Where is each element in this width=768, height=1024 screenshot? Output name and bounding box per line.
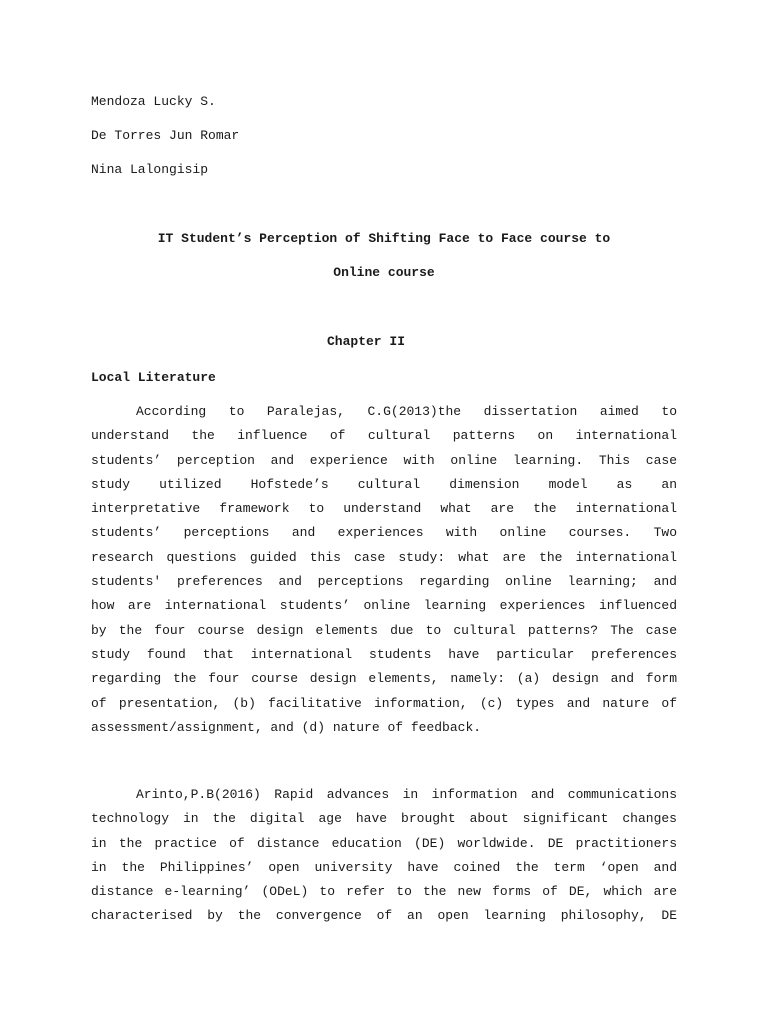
paragraph-line: technology in the digital age have brought about significant changes — [91, 811, 677, 827]
paragraph-line: understand the influence of cultural patterns on international — [91, 428, 677, 444]
chapter-heading: Chapter II — [326, 334, 405, 349]
paragraph-line: According to Paralejas, C.G(2013)the dissertation aimed to — [136, 404, 677, 419]
paragraph-line: in the practice of distance education (DE) worldwide. DE practitioners — [91, 835, 677, 851]
paragraph-line: how are international students’ online learning experiences influenced — [91, 598, 677, 614]
paper-title-line: IT Student’s Perception of Shifting Face to Face course to — [157, 231, 611, 246]
paragraph-line: characterised by the convergence of an open learning philosophy, DE — [91, 908, 677, 924]
paragraph-line: research questions guided this case study: what are the international — [91, 549, 677, 565]
paragraph-line: students' preferences and perceptions regarding online learning; and — [91, 574, 677, 590]
paragraph-line: in the Philippines’ open university have coined the term ‘open and — [91, 859, 677, 875]
paragraph-line: study found that international students have particular preferences — [91, 646, 677, 662]
section-heading: Local Literature — [91, 370, 216, 385]
paragraph-line: by the four course design elements due to cultural patterns? The case — [91, 622, 677, 638]
paragraph-line: students’ perception and experience with online learning. This case — [91, 452, 677, 468]
paragraph-line: interpretative framework to understand what are the international — [91, 501, 677, 517]
body-paragraph — [91, 786, 677, 932]
paragraph-line: distance e-learning’ (ODeL) to refer to the new forms of DE, which are — [91, 884, 677, 900]
paper-title-line: Online course — [333, 265, 435, 280]
paragraph-line: students’ perceptions and experiences with online courses. Two — [91, 525, 677, 541]
author-list — [91, 93, 239, 195]
paragraph-line: Arinto,P.B(2016) Rapid advances in information and communications — [136, 787, 677, 802]
author-name: Mendoza Lucky S. — [91, 94, 216, 109]
author-name: Nina Lalongisip — [91, 162, 209, 177]
body-paragraph — [91, 403, 677, 743]
paragraph-line: study utilized Hofstede’s cultural dimension model as an — [91, 476, 677, 492]
paragraph-line: assessment/assignment, and (d) nature of feedback. — [91, 719, 482, 735]
paragraph-line: regarding the four course design elements, namely: (a) design and form — [91, 671, 677, 687]
author-name: De Torres Jun Romar — [91, 128, 240, 143]
paragraph-line: of presentation, (b) facilitative information, (c) types and nature of — [91, 695, 677, 711]
